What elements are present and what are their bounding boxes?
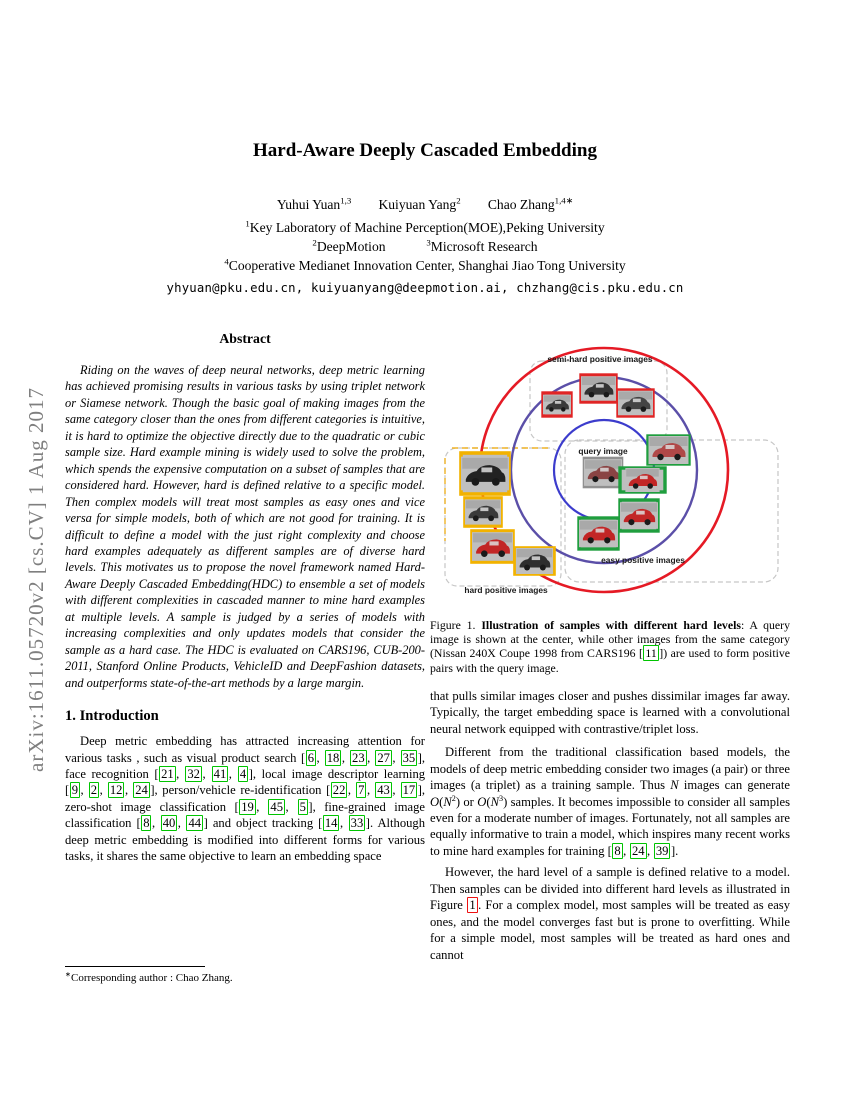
car-thumbnail-easy — [620, 500, 658, 531]
right-column — [430, 336, 790, 963]
label-query-image: query image — [578, 446, 628, 456]
citation-link[interactable]: 39 — [655, 843, 669, 858]
label-semi-hard-positive-images: semi-hard positive images — [547, 354, 653, 364]
bold-text: Illustration of samples with different hard levels — [481, 618, 741, 632]
affiliations — [0, 218, 850, 275]
footnote-text: ∗Corresponding author : Chao Zhang. — [65, 970, 233, 984]
citation-link[interactable]: 6 — [307, 750, 315, 765]
intro-paragraph: Deep metric embedding has attracted increasing attention for various tasks , such as visual product search [ 6 , 18 , 23 , 27 , 35 ], face recognition [ 21 , 32 , 41 , 4 ], local image descriptor learning [ 9 , 2 , 12 , 24 ], person/vehicle re-identification [ 22 , 7 , 43 , 17 ], zero-shot image classification [ 19 , 45 , 5 ], fine-grained image classification [ 8 , 40 , 44 ] and object tracking [ 14 , 33 ]. Although deep metric embedding is modified into different forms for various tasks, it shares the same objective to learn an embedding space — [65, 734, 426, 864]
affiliation-2: $^2$DeepMotion $^3$Microsoft Research — [312, 237, 538, 254]
paper-title: Hard-Aware Deeply Cascaded Embedding — [253, 140, 597, 161]
car-thumbnail-hard — [465, 498, 501, 526]
figure-ref-link[interactable]: 1 — [469, 898, 476, 913]
citation-link[interactable]: 24 — [631, 843, 645, 858]
car-thumbnail-easy — [620, 468, 665, 492]
citation-link[interactable]: 32 — [187, 766, 200, 781]
citation-link[interactable]: 14 — [324, 816, 338, 831]
citation-link[interactable]: 8 — [614, 843, 621, 858]
citation-link[interactable]: 41 — [213, 766, 227, 781]
superscript: 3 — [426, 237, 431, 248]
right-paragraph-2: Different from the traditional classification based models, the models of deep metric embedding consider two images (a pair) or three images (a triplet) as a training sample. Thus N images can generate $O(N^2)$ or $O(N^3)$ samples. It becomes impossible to consider all samples even for a moderate number of images. Fortunately, not all samples are equally informative to train a model, which inspires many recent works to mine hard examples for training [ 8 , 24 , 39 ]. — [430, 745, 790, 858]
car-thumbnail-hard — [461, 453, 509, 494]
citation-link[interactable]: 23 — [352, 750, 365, 765]
citation-link[interactable]: 40 — [162, 816, 176, 831]
superscript: 2 — [456, 195, 461, 206]
affiliation-3: $^4$Cooperative Medianet Innovation Center, Shanghai Jiao Tong University — [224, 256, 626, 273]
car-thumbnail-hard — [515, 548, 554, 574]
abstract-text: Riding on the waves of deep neural networks, deep metric learning has achieved promising results in various tasks by using triplet network or Siamese network. Though the basic goal of making images from the same category closer than the ones from different categories is intuitive, it is hard to optimize the objective directly due to the quadratic or cubic sample size. Hard example mining is widely used to solve the problem, which spends the expensive computation on a subset of samples that are considered hard. However, hard is defined relative to a specific model. Then complex models will treat most samples as easy ones and vice versa for simple models, both of which are not good for training. It is difficult to define a model with the just right complexity and choose hard examples adequately as different samples are of diverse hard levels. This motivates us to propose the novel framework named Hard-Aware Deeply Cascaded Embedding(HDC) to ensemble a set of models with different complexities in cascaded manner to mine hard examples at multiple levels. A sample is judged by a series of models with increasing complexities and only updates models that consider the sample as a hard case. The HDC is evaluated on CARS196, CUB-200-2011, Stanford Online Products, VehicleID and DeepFashion datasets, and outperforms state-of-the-art methods by a large margin. — [65, 363, 425, 690]
math-symbol: N — [670, 778, 679, 793]
query-image-thumbnail — [584, 458, 622, 487]
superscript: 3 — [498, 793, 504, 803]
car-thumbnail-easy — [579, 518, 618, 549]
car-thumbnail-semi-hard — [581, 375, 616, 402]
citation-link[interactable]: 12 — [109, 783, 123, 798]
author-emails: yhyuan@pku.edu.cn, kuiyuanyang@deepmotion.ai, chzhang@cis.pku.edu.cn — [166, 281, 684, 295]
citation-link[interactable]: 2 — [90, 783, 98, 798]
citation-link[interactable]: 43 — [377, 783, 390, 798]
citation-link[interactable]: 27 — [377, 750, 390, 765]
car-thumbnail-semi-hard — [543, 393, 571, 416]
right-paragraph-3: However, the hard level of a sample is defined relative to a model. Then samples can be divided into different hard levels as illustrated in Figure 1 . For a complex model, most samples will be treated as easy ones, and the model converges fast but is prone to overfitting. While for a simple model, most samples will be treated as hard ones and cannot — [430, 865, 790, 962]
citation-link[interactable]: 18 — [326, 750, 340, 765]
citation-link[interactable]: 8 — [143, 816, 150, 831]
citation-link[interactable]: 33 — [350, 816, 364, 831]
superscript: 2 — [451, 793, 456, 803]
citation-link[interactable]: 45 — [270, 799, 283, 814]
footnote-rule — [65, 966, 205, 967]
citation-link[interactable]: 44 — [188, 816, 202, 831]
superscript: 1 — [245, 218, 250, 229]
left-column — [65, 331, 425, 865]
affiliation-1: $^1$Key Laboratory of Machine Perception(MOE),Peking University — [245, 218, 605, 235]
math-symbol: N — [443, 794, 452, 809]
citation-link[interactable]: 5 — [299, 799, 306, 814]
citation-link[interactable]: 35 — [402, 750, 416, 765]
label-hard-positive-images: hard positive images — [464, 585, 548, 595]
citation-link[interactable]: 4 — [239, 766, 247, 781]
citation-link[interactable]: 17 — [402, 783, 416, 798]
car-thumbnail-hard — [472, 531, 513, 562]
math-symbol: O — [430, 794, 440, 809]
superscript: 2 — [312, 237, 317, 248]
arxiv-stamp: arXiv:1611.05720v2 [cs.CV] 1 Aug 2017 — [24, 386, 48, 772]
citation-link[interactable]: 24 — [135, 783, 148, 798]
section-heading-introduction: 1. Introduction — [65, 708, 159, 725]
superscript: 1,3 — [340, 195, 352, 206]
math-symbol: N — [490, 794, 499, 809]
citation-link[interactable]: 11 — [645, 646, 657, 661]
citation-link[interactable]: 9 — [71, 783, 78, 798]
footnote — [65, 966, 425, 985]
citation-link[interactable]: 22 — [332, 783, 346, 798]
superscript: 4 — [224, 256, 229, 267]
car-thumbnail-semi-hard — [618, 390, 653, 416]
abstract-heading: Abstract — [219, 331, 271, 346]
right-paragraph-1: that pulls similar images closer and pushes dissimilar images far away. Typically, the target embedding space is learned with a convolutional neural network equipped with contrastive/triplet loss. — [430, 688, 790, 736]
superscript: 1,4∗ — [554, 195, 574, 206]
citation-link[interactable]: 19 — [241, 799, 254, 814]
car-thumbnail-easy — [648, 436, 689, 464]
figure1-caption: Figure 1. Illustration of samples with different hard levels: A query image is shown at the center, while other images from the same category (Nissan 240X Coupe 1998 from CARS196 [ 11 ]) are used to form positive pairs with the query image. — [430, 618, 791, 675]
citation-link[interactable]: 7 — [358, 783, 365, 798]
figure1-illustration — [430, 336, 790, 608]
citation-link[interactable]: 21 — [161, 766, 174, 781]
superscript: ∗ — [65, 970, 71, 979]
math-symbol: O — [477, 794, 487, 809]
label-easy-positive-images: easy positive images — [601, 555, 685, 565]
authors-line: Yuhui Yuan$^{1,3}$ Kuiyuan Yang$^2$ Chao Zhang$^{1,4∗}$ — [276, 195, 574, 212]
